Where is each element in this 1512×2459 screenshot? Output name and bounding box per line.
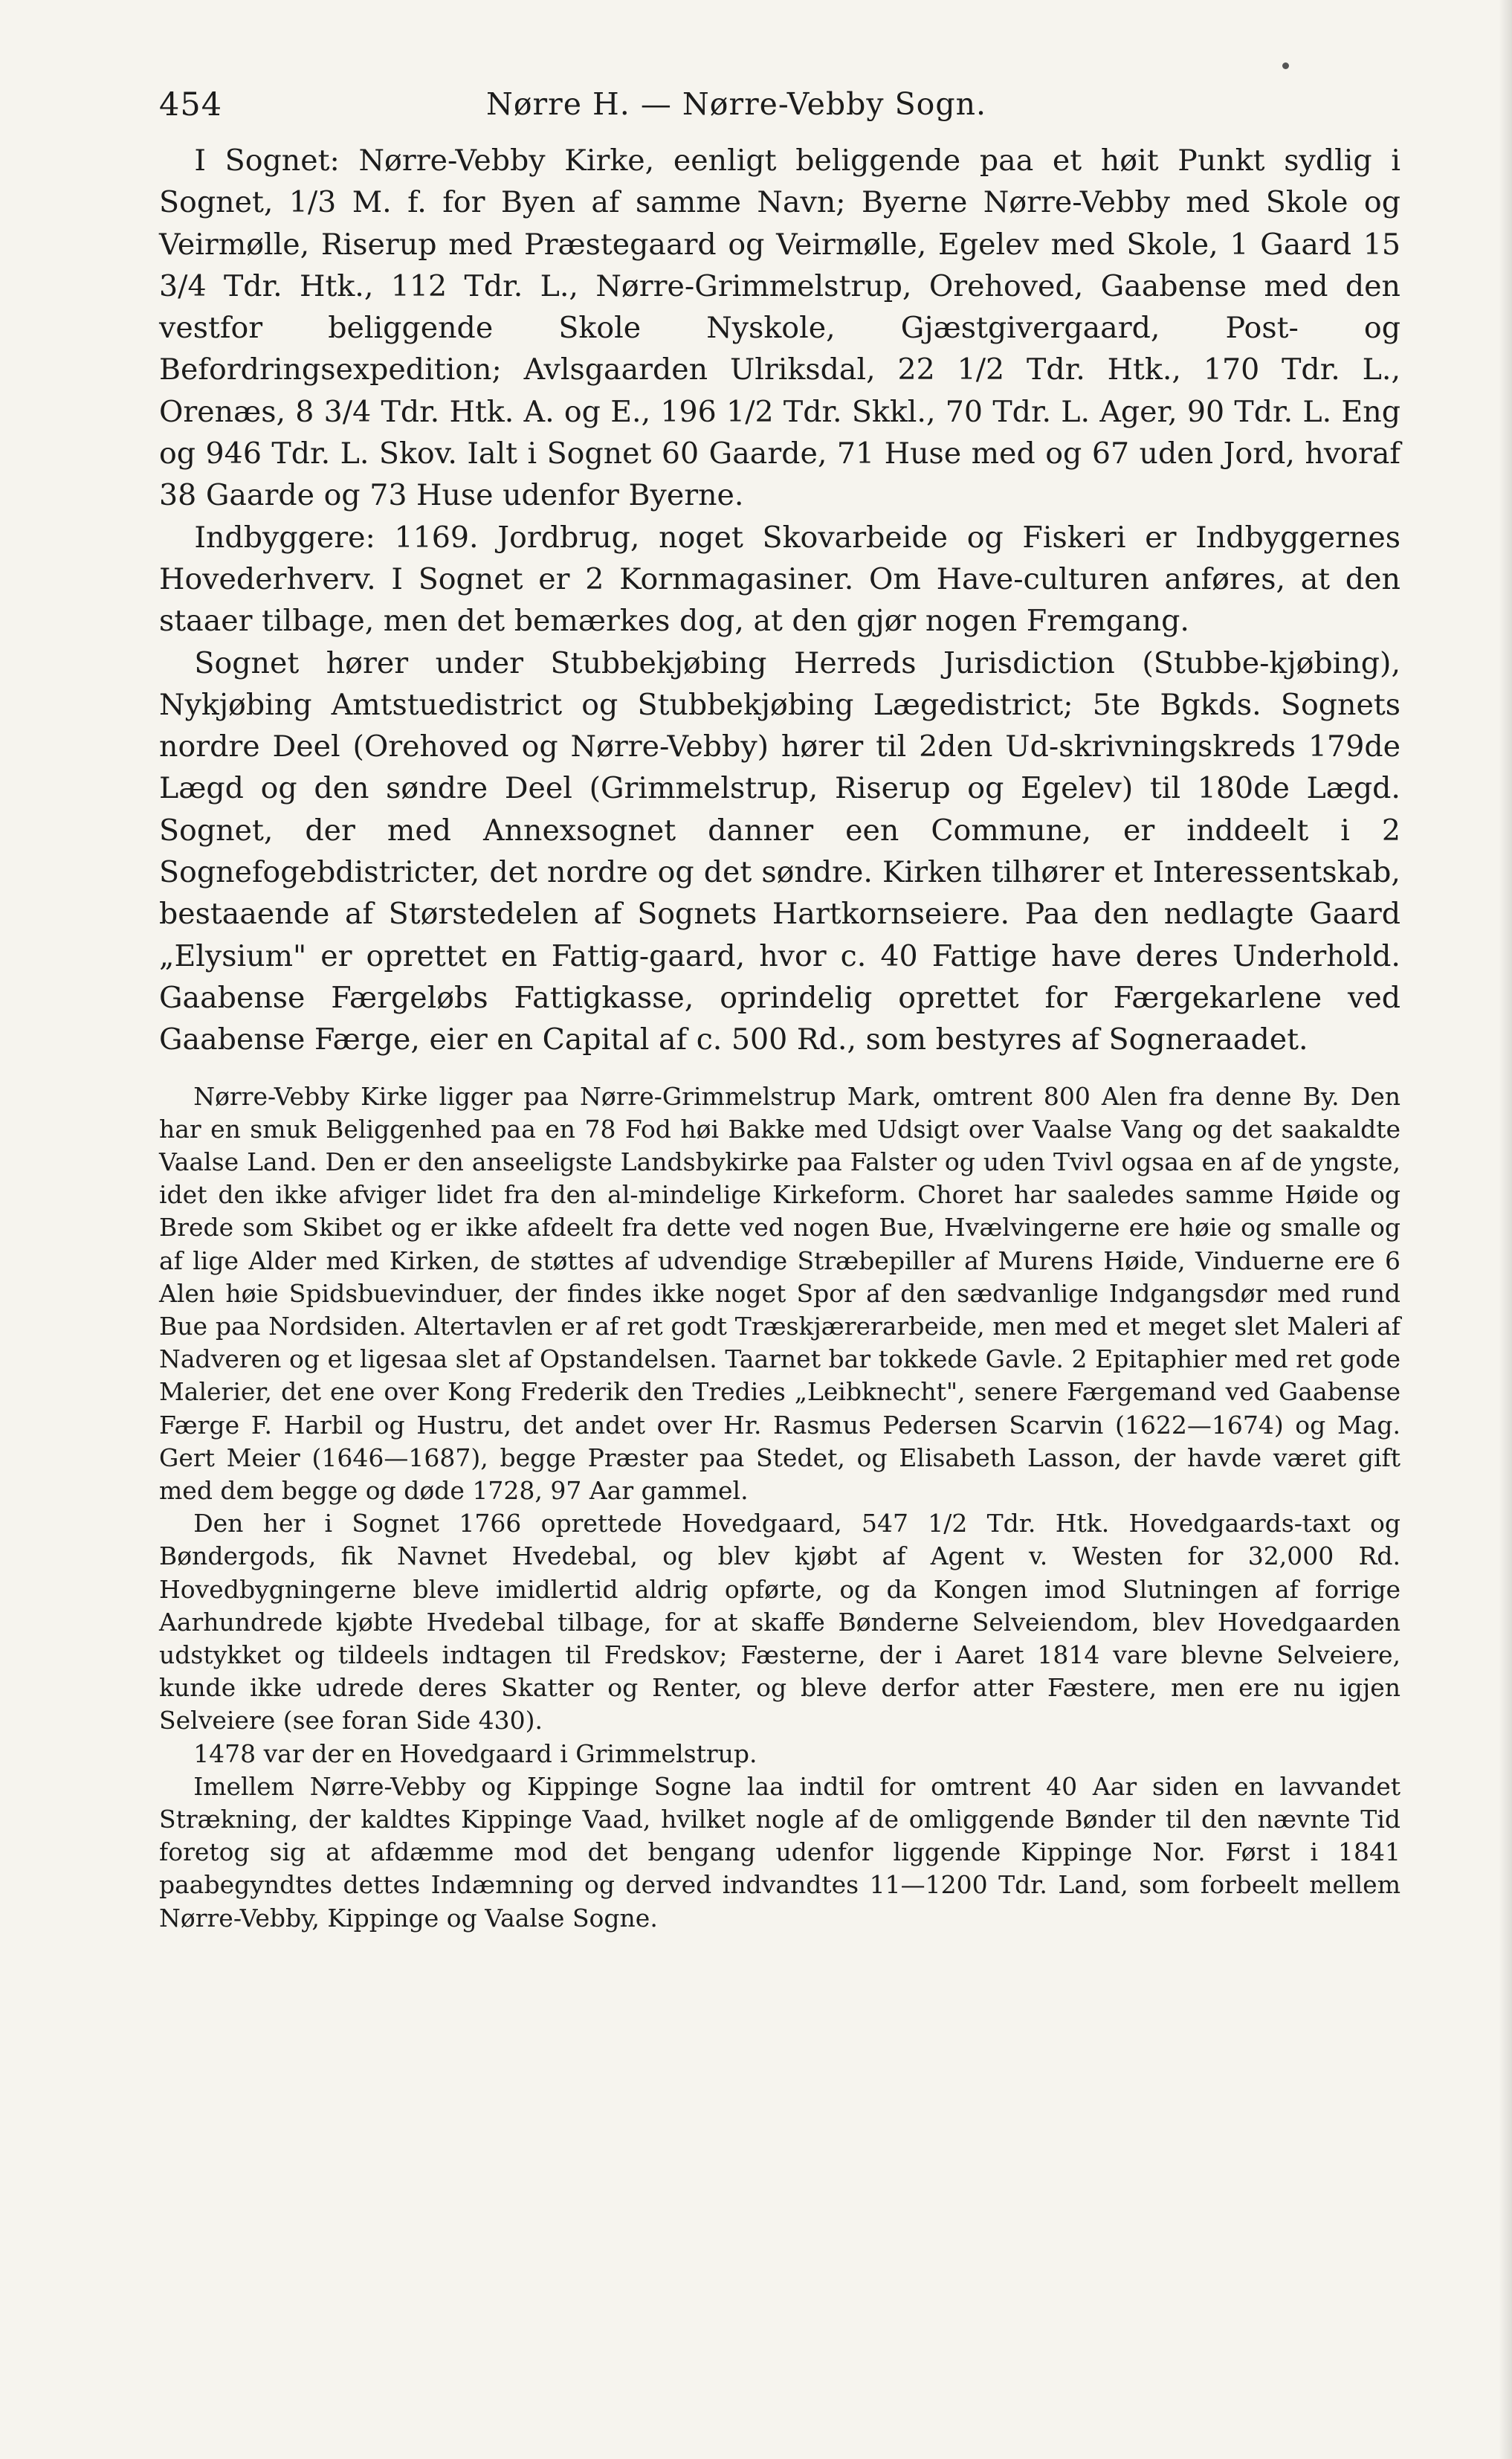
print-speck (1282, 62, 1289, 69)
book-page (159, 71, 1400, 1935)
page-edge-shadow (1499, 0, 1512, 2459)
page-header (159, 71, 1400, 140)
paragraph-jurisdiction: Sognet hører under Stubbekjøbing Herreds Jurisdiction (Stubbe-kjøbing), Nykjøbing Amtstuedistrict og Stubbekjøbing Lægedistrict; 5te Bgkds. Sognets nordre Deel (Orehoved og Nørre-Vebby) hører til 2den Ud-skrivningskreds 179de Lægd og den søndre Deel (Grimmelstrup, Riserup og Egelev) til 180de Lægd. Sognet, der med Annexsognet danner een Commune, er inddeelt i 2 Sognefogebdistricter, det nordre og det søndre. Kirken tilhører et Interessentskab, bestaaende af Størstedelen af Sognets Hartkornseiere. Paa den nedlagte Gaard „Elysium" er oprettet en Fattig-gaard, hvor c. 40 Fattige have deres Underhold. Gaabense Færgeløbs Fattigkasse, oprindelig oprettet for Færgekarlene ved Gaabense Færge, eier en Capital af c. 500 Rd., som bestyres af Sogneraadet. (159, 645, 1400, 1057)
note-church-description: Nørre-Vebby Kirke ligger paa Nørre-Grimmelstrup Mark, omtrent 800 Alen fra denne By. Den har en smuk Beliggenhed paa en 78 Fod høi Bakke med Udsigt over Vaalse Vang og det saakaldte Vaalse Land. Den er den anseeligste Landsbykirke paa Falster og uden Tvivl ogsaa en af de yngste, idet den ikke afviger lidet fra den al-mindelige Kirkeform. Choret har saaledes samme Høide og Brede som Skibet og er ikke afdeelt fra dette ved nogen Bue, Hvælvingerne ere høie og smalle og af lige Alder med Kirken, de støttes af udvendige Stræbepiller af Murens Høide, Vinduerne ere 6 Alen høie Spidsbuevinduer, der findes ikke noget Spor af den sædvanlige Indgangsdør med rund Bue paa Nordsiden. Altertavlen er af ret godt Træskjærerarbeide, men med et meget slet Maleri af Nadveren og et ligesaa slet af Opstandelsen. Taarnet bar tokkede Gavle. 2 Epitaphier med ret gode Malerier, det ene over Kong Frederik den Tredies „Leibknecht", senere Færgemand ved Gaabense Færge F. Harbil og Hustru, det andet over Hr. Rasmus Pedersen Scarvin (1622—1674) og Mag. Gert Meier (1646—1687), begge Præster paa Stedet, og Elisabeth Lasson, der havde været gift med dem begge og døde 1728, 97 Aar gammel. (159, 1081, 1400, 1505)
paragraph-inhabitants: Indbyggere: 1169. Jordbrug, noget Skovarbeide og Fiskeri er Indbyggernes Hovederhverv. I Sognet er 2 Kornmagasiner. Om Have-culturen anføres, at den staaer tilbage, men det bemærkes dog, at den gjør nogen Fremgang. (159, 520, 1400, 639)
main-text (159, 140, 1400, 1061)
note-kippinge-vaad: Imellem Nørre-Vebby og Kippinge Sogne laa indtil for omtrent 40 Aar siden en lavvandet Strækning, der kaldtes Kippinge Vaad, hvilket nogle af de omliggende Bønder til den nævnte Tid foretog sig at afdæmme mod det bengang udenfor liggende Kippinge Nor. Først i 1841 paabegyndtes dettes Indæmning og derved indvandtes 11—1200 Tdr. Land, som forbeelt mellem Nørre-Vebby, Kippinge og Vaalse Sogne. (159, 1771, 1400, 1933)
notes-section (159, 1080, 1400, 1935)
page-number: 454 (159, 86, 223, 123)
running-head: Nørre H. — Nørre-Vebby Sogn. (486, 86, 987, 122)
note-hovedgaard-history: Den her i Sognet 1766 oprettede Hovedgaard, 547 1/2 Tdr. Htk. Hovedgaards-taxt og Bøndergods, fik Navnet Hvedebal, og blev kjøbt af Agent v. Westen for 32,000 Rd. Hovedbygningerne bleve imidlertid aldrig opførte, og da Kongen imod Slutningen af forrige Aarhundrede kjøbte Hvedebal tilbage, for at skaffe Bønderne Selveiendom, blev Hovedgaarden udstykket og tildeels indtagen til Fredskov; Fæsterne, der i Aaret 1814 vare blevne Selveiere, kunde ikke udrede deres Skatter og Renter, og bleve derfor atter Fæstere, men ere nu igjen Selveiere (see foran Side 430). (159, 1509, 1400, 1736)
note-grimmelstrup: 1478 var der en Hovedgaard i Grimmelstrup. (193, 1738, 757, 1768)
paragraph-parish-overview: I Sognet: Nørre-Vebby Kirke, eenligt beliggende paa et høit Punkt sydlig i Sognet, 1/3 M. f. for Byen af samme Navn; Byerne Nørre-Vebby med Skole og Veirmølle, Riserup med Præstegaard og Veirmølle, Egelev med Skole, 1 Gaard 15 3/4 Tdr. Htk., 112 Tdr. L., Nørre-Grimmelstrup, Orehoved, Gaabense med den vestfor beliggende Skole Nyskole, Gjæstgivergaard, Post- og Befordringsexpedition; Avlsgaarden Ulriksdal, 22 1/2 Tdr. Htk., 170 Tdr. L., Orenæs, 8 3/4 Tdr. Htk. A. og E., 196 1/2 Tdr. Skkl., 70 Tdr. L. Ager, 90 Tdr. L. Eng og 946 Tdr. L. Skov. Ialt i Sognet 60 Gaarde, 71 Huse med og 67 uden Jord, hvoraf 38 Gaarde og 73 Huse udenfor Byerne. (159, 144, 1400, 513)
